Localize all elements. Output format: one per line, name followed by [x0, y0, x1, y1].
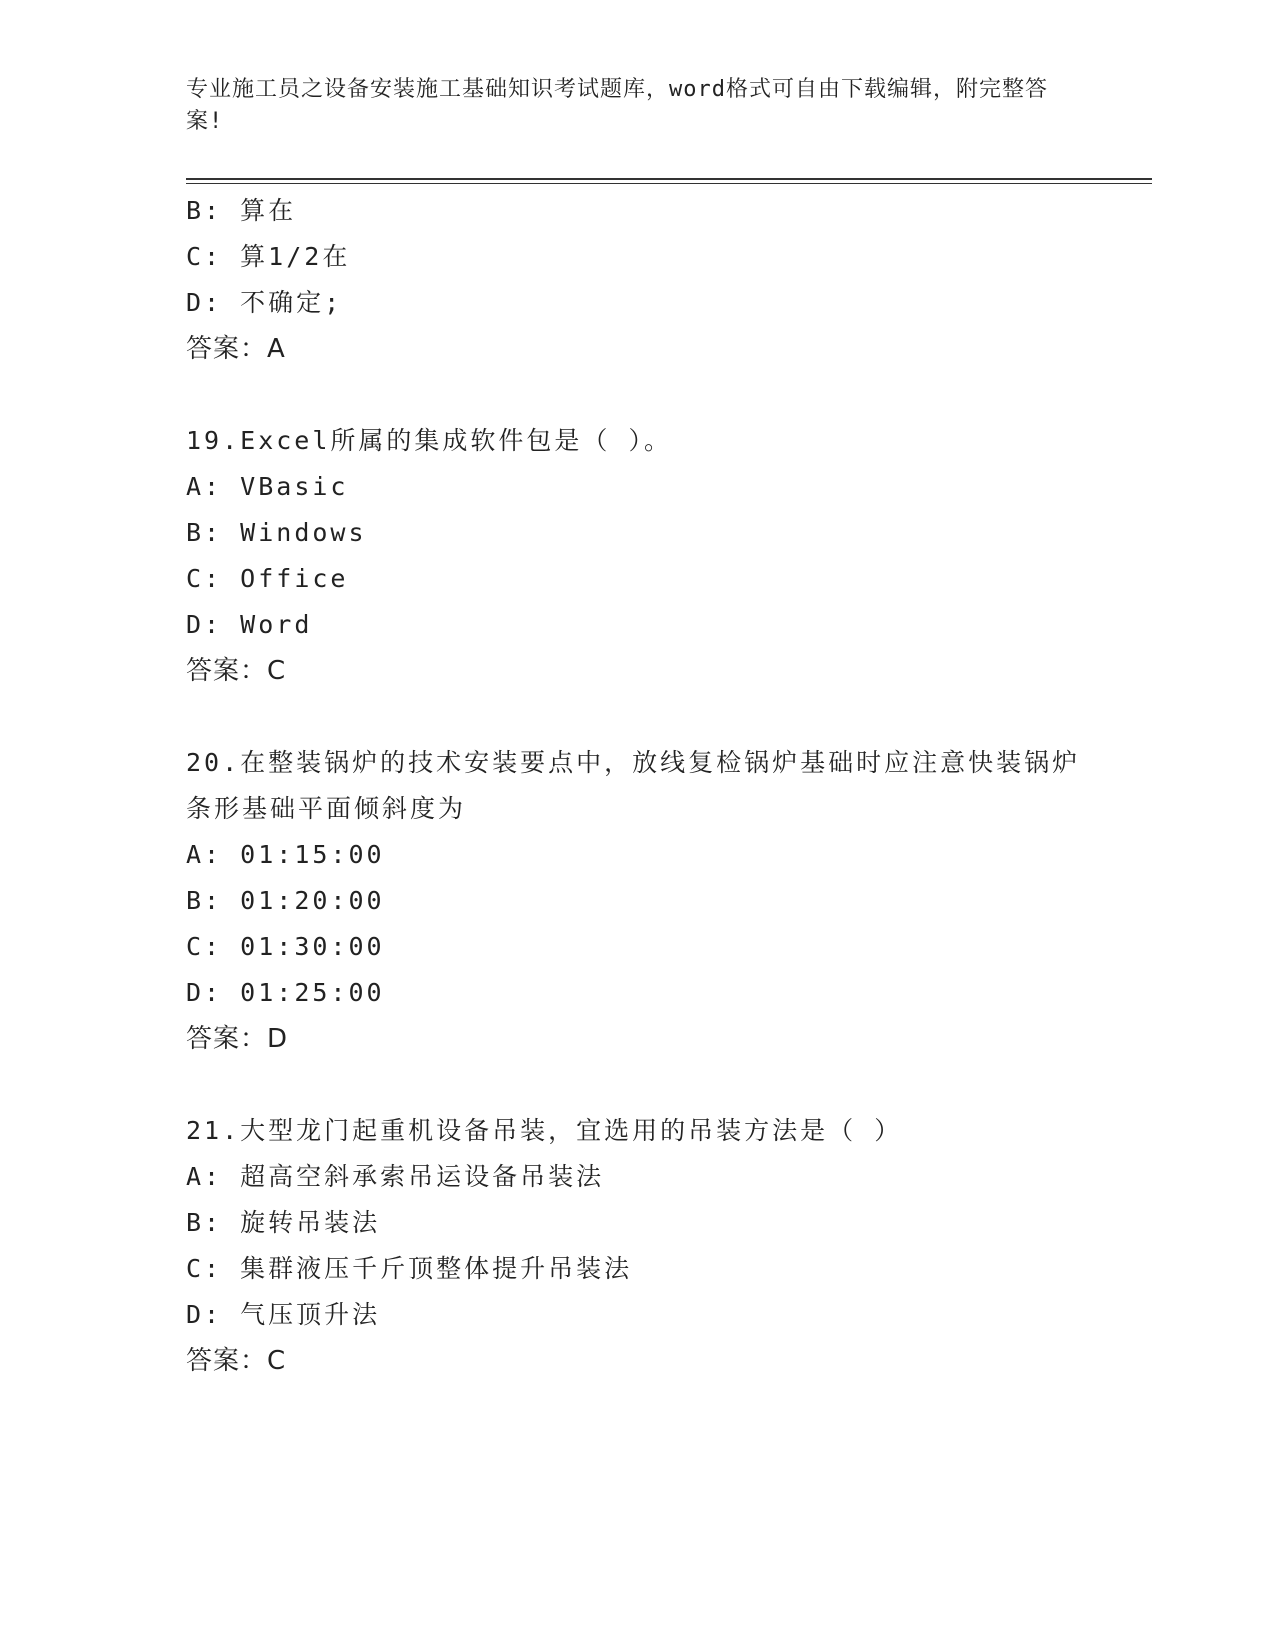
answer-line: 答案：C: [186, 656, 287, 686]
option-b: B: 01:20:00: [186, 886, 385, 915]
option-c: C: 集群液压千斤顶整体提升吊装法: [186, 1254, 633, 1283]
answer-line: 答案：D: [186, 1024, 289, 1054]
option-a: A: 超高空斜承索吊运设备吊装法: [186, 1162, 605, 1191]
option-a: A: VBasic: [186, 472, 349, 501]
spacer: [186, 694, 1086, 740]
answer-line: 答案：A: [186, 334, 286, 364]
option-d: D: Word: [186, 610, 313, 639]
question-19: [186, 418, 1086, 694]
question-stem: 19.Excel所属的集成软件包是（ ）。: [186, 426, 672, 455]
question-21: [186, 1108, 1086, 1384]
answer-line: 答案：C: [186, 1346, 287, 1376]
option-c: C: 算1/2在: [186, 242, 351, 271]
option-b: B: Windows: [186, 518, 367, 547]
option-d: D: 气压顶升法: [186, 1300, 381, 1329]
question-20: [186, 740, 1086, 1062]
question-stem: 21.大型龙门起重机设备吊装，宜选用的吊装方法是（ ）: [186, 1116, 903, 1145]
option-d: D: 01:25:00: [186, 978, 385, 1007]
document-header-title: 专业施工员之设备安装施工基础知识考试题库，word格式可自由下载编辑，附完整答案!: [186, 77, 1048, 134]
question-stem: 20.在整装锅炉的技术安装要点中，放线复检锅炉基础时应注意快装锅炉条形基础平面倾斜度为: [186, 748, 1081, 823]
option-b: B: 旋转吊装法: [186, 1208, 381, 1237]
option-c: C: Office: [186, 564, 349, 593]
spacer: [186, 372, 1086, 418]
spacer: [186, 1062, 1086, 1108]
option-b: B: 算在: [186, 196, 297, 225]
question-18-continuation: [186, 188, 1086, 372]
option-c: C: 01:30:00: [186, 932, 385, 961]
header-divider: [186, 178, 1152, 184]
option-d: D: 不确定;: [186, 288, 343, 317]
question-list: [186, 188, 1086, 1384]
option-a: A: 01:15:00: [186, 840, 385, 869]
